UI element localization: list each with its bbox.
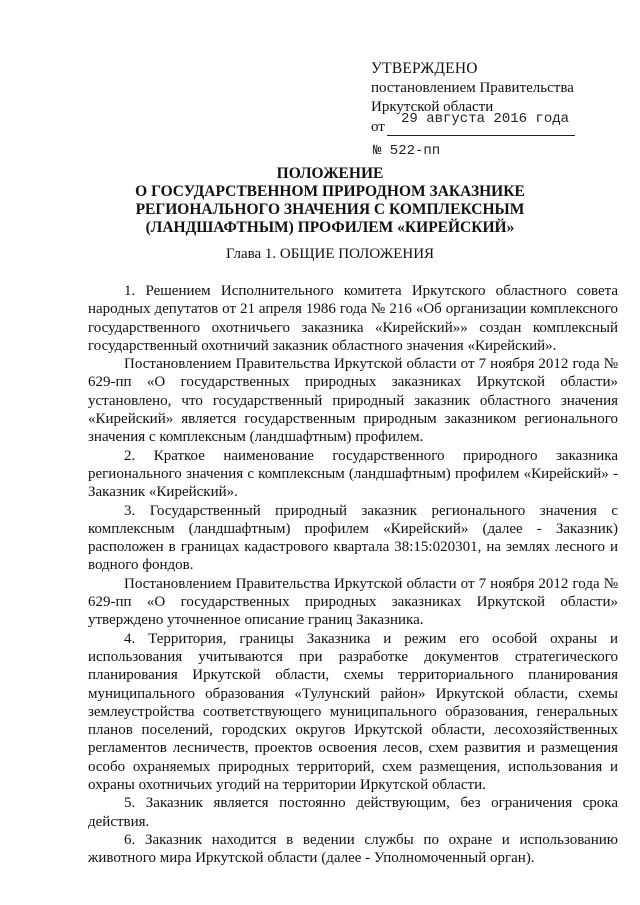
paragraph: 4. Территория, границы Заказника и режим его особой охраны и использования учитываются при разработке документов стратегического планирования Иркутской области, схемы территориального планирования муниципального образования «Тулунский район» Иркутской области, схемы землеустройства соответствующего муниципального образования, генеральных планов поселений, городских округов Иркутской области, лесохозяйственных регламентов лесничеств, проектов освоения лесов, схем развития и размещения особо охраняемых природных территорий, схем размещения, использования и охраны охотничьих угодий на территории Иркутской области. [88, 630, 618, 794]
paragraph: 6. Заказник находится в ведении службы по охране и использованию животного мира Иркутской области (далее - Уполномоченный орган). [88, 831, 618, 867]
paragraph: 5. Заказник является постоянно действующим, без ограничения срока действия. [88, 795, 618, 830]
paragraph: Постановлением Правительства Иркутской области от 7 ноября 2012 года № 629-пп «О государственных природных заказниках Иркутской области» установлено, что государственный природный заказник областного значения «Кирейский» является государственным природным заказником регионального значения с комплексным (ландшафтным) профилем. [88, 356, 618, 446]
approval-line-2: Иркутской области [371, 98, 494, 115]
approval-date-row [371, 110, 621, 136]
paragraph: 2. Краткое наименование государственного природного заказника регионального значения с комплексным (ландшафтным) профилем «Кирейский» - Заказник «Кирейский». [88, 447, 618, 501]
approval-number-stamp: № 522-пп [373, 142, 441, 159]
document-body [88, 282, 618, 868]
approval-from-prefix: от [371, 118, 385, 135]
document-title [60, 165, 600, 237]
paragraph: Постановлением Правительства Иркутской области от 7 ноября 2012 года № 629-пп «О государственных природных заказниках Иркутской области» утверждено уточненное описание границ Заказника. [88, 575, 618, 629]
title-line-4: (ЛАНДШАФТНЫМ) ПРОФИЛЕМ «КИРЕЙСКИЙ» [145, 219, 515, 236]
approval-number-row [371, 142, 621, 162]
date-underline [387, 135, 575, 136]
chapter-heading: Глава 1. ОБЩИЕ ПОЛОЖЕНИЯ [225, 246, 435, 262]
approval-heading: УТВЕРЖДЕНО [371, 60, 478, 77]
title-line-3: РЕГИОНАЛЬНОГО ЗНАЧЕНИЯ С КОМПЛЕКСНЫМ [135, 201, 525, 218]
title-line-1: ПОЛОЖЕНИЕ [276, 165, 384, 182]
paragraph: 1. Решением Исполнительного комитета Иркутского областного совета народных депутатов от 21 апреля 1986 года № 216 «Об организации комплексного государственного охотничьего заказника «Кирейский»» создан комплексный государственный охотничий заказник областного значения «Кирейский». [88, 283, 618, 354]
approval-line-1: постановлением Правительства [371, 80, 574, 97]
approval-date-stamp: 29 августа 2016 года [401, 110, 570, 127]
title-line-2: О ГОСУДАРСТВЕННОМ ПРИРОДНОМ ЗАКАЗНИКЕ [135, 183, 525, 200]
approval-block [371, 60, 621, 162]
paragraph: 3. Государственный природный заказник регионального значения с комплексным (ландшафтным) профилем «Кирейский» (далее - Заказник) расположен в границах кадастрового квартала 38:15:020301, на землях лесного и водного фондов. [88, 502, 618, 574]
